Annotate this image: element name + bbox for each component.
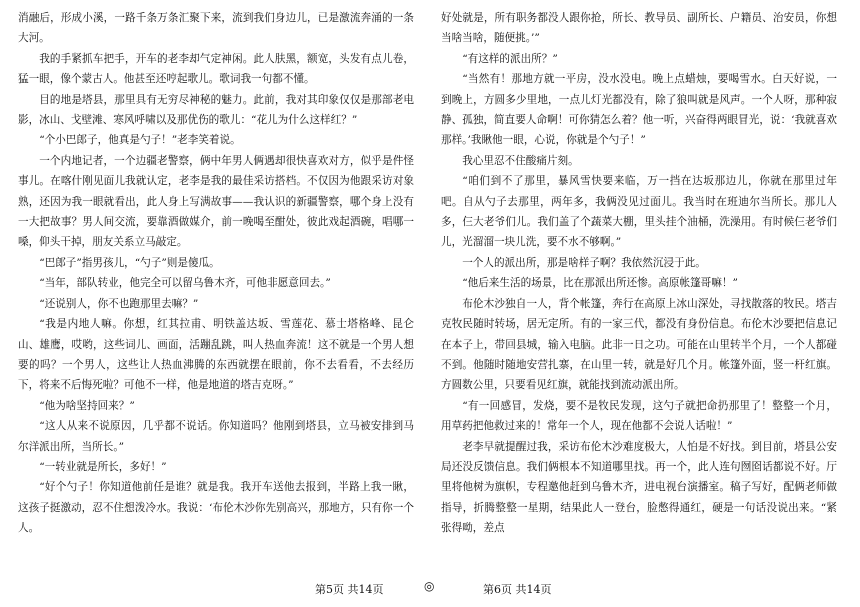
- paragraph: 布伦木沙独自一人，背个帐篷，奔行在高原上冰山深处，寻找散落的牧民。塔吉克牧民随时转场，居无定所。有的一家三代，都没有身份信息。布伦木沙要把信息记在本子上，带回县城，输入电脑。此非一日之功。可能在山里转半个月，一个人都碰不到。他随时随地安营扎寨，在山里一转，就是好几个月。帐篷外面，竖一杆红旗。方圆数公里，只要看见红旗，就能找到流动派出所。: [441, 297, 837, 392]
- page-number-left: 第5页 共14页: [315, 583, 384, 596]
- left-column: [18, 8, 414, 539]
- paragraph: 老李早就提醒过我，采访布伦木沙难度极大，人怕是不好找。到目前，塔县公安局还没反馈信息。我们俩根本不知道哪里找。再一个，此人连句囫囵话都说不好。厅里将他树为旗帜，专程邀他赶到乌鲁木齐，进电视台演播室。稿子写好，配俩老师做指导，折腾整整一星期，结果此人一登台，脸憋得通红，硬是一句话没说出来。“紧张得呦，差点: [441, 440, 837, 535]
- paragraph: “好个勺子！你知道他前任是谁？就是我。我开车送他去报到，半路上我一瞅，这孩子挺激动，忍不住想泼冷水。我说：‘布伦木沙你先别高兴，那地方，只有你一个人。: [18, 481, 414, 535]
- paragraph: “当然有！那地方就一平房，没水没电。晚上点蜡烛，要喝雪水。白天好说，一到晚上，方圆多少里地，一点儿灯光都没有，除了狼叫就是风声。一个人呀，那种寂静、孤独，简直要人命啊！可你猜怎么着？他一听，兴奋得两眼冒光，说：‘我就喜欢那样。’我瞅他一眼，心说，你就是个勺子！”: [441, 73, 837, 147]
- paragraph: “还说别人，你不也跑那里去嘛？”: [39, 297, 199, 310]
- paragraph: “我是内地人嘛。你想，红其拉甫、明铁盖达坂、雪莲花、慕士塔格峰、昆仑山、雄鹰，哎哟，这些词儿、画面，活蹦乱跳，叫人热血奔流！这不就是一个男人想要的吗？一个男人，这些让人热血沸腾的东西就摆在眼前，你不去看看，不去经历下，将来不后悔死啦？可他不一样，他是地道的塔吉克呀。”: [18, 318, 414, 392]
- paragraph: 消融后，形成小溪，一路千条万条汇聚下来，流到我们身边儿，已是激流奔涌的一条大河。: [18, 12, 414, 45]
- paragraph: “个小巴郎子，他真是勺子！”老李笑着说。: [39, 134, 241, 147]
- paragraph: “这人从来不说原因，几乎都不说话。你知道吗？他刚到塔县，立马被安排到马尔洋派出所，当所长。”: [18, 420, 414, 453]
- paragraph: 好处就是，所有职务都没人跟你抢，所长、教导员、副所长、户籍员、治安员，你想当啥当啥，随便挑。’”: [441, 12, 837, 45]
- paragraph: “有一回感冒，发烧，要不是牧民发现，这勺子就把命扔那里了！整整一个月，用草药把他救过来的！常年一个人，现在他都不会说人话啦！”: [441, 399, 837, 433]
- paragraph: 一个人的派出所，那是啥样子啊？我依然沉浸于此。: [462, 256, 706, 269]
- paragraph: “他后来生活的场景，比在那派出所还惨。高原帐篷哥嘛！”: [462, 277, 738, 290]
- paragraph: 我的手紧抓车把手，开车的老李却气定神闲。此人肤黑，额宽，头发有点儿卷，猛一眼，像个蒙古人。他甚至还哼起歌儿。歌词我一句都不懂。: [18, 52, 414, 86]
- page-number-right: 第6页 共14页: [483, 583, 552, 596]
- paragraph: “咱们到不了那里，暴风雪快要来临，万一挡在达坂那边儿，你就在那里过年吧。自从勺子去那里，两年多，我俩没见过面儿。我当时在班迪尔当所长。那儿人多，仨大老爷们儿。我们盖了个蔬菜大棚，里头挂个油桶，洗澡用。有时候仨老爷们儿，光溜溜一块儿洗，要不水不够啊。”: [441, 175, 837, 249]
- right-column: [441, 8, 837, 539]
- paragraph: 目的地是塔县，那里具有无穷尽神秘的魅力。此前，我对其印象仅仅是那部老电影，冰山、戈壁滩、寒风呼啸以及那优伤的歌儿：“花儿为什么这样红？”: [18, 93, 414, 127]
- paragraph: “当年，部队转业，他完全可以留乌鲁木齐，可他非愿意回去。”: [39, 277, 331, 290]
- center-mark-icon: ◎: [424, 579, 435, 593]
- paragraph: 我心里忍不住酸痛片刻。: [462, 154, 579, 167]
- paragraph: “他为啥坚持回来？”: [39, 399, 135, 412]
- paragraph: “一转业就是所长，多好！”: [39, 460, 167, 473]
- paragraph: “巴郎子”指男孩儿，“勺子”则是傻瓜。: [39, 256, 220, 269]
- paragraph: 一个内地记者，一个边疆老警察，俩中年男人俩遇却很快喜欢对方，似乎是件怪事儿。在喀什刚见面儿我就认定，老李是我的最佳采访搭档。不仅因为他跟采访对象熟，还因为我一眼就看出，此人身上写满故事——我认识的新疆警察，哪个身上没有一大把故事？男人间交流，要靠酒做媒介，前一晚喝至酣处，彼此戏起酒碗，唱哪一嗓，仰头干掉，朋友关系立马敲定。: [18, 154, 414, 249]
- paragraph: “有这样的派出所？”: [462, 52, 558, 65]
